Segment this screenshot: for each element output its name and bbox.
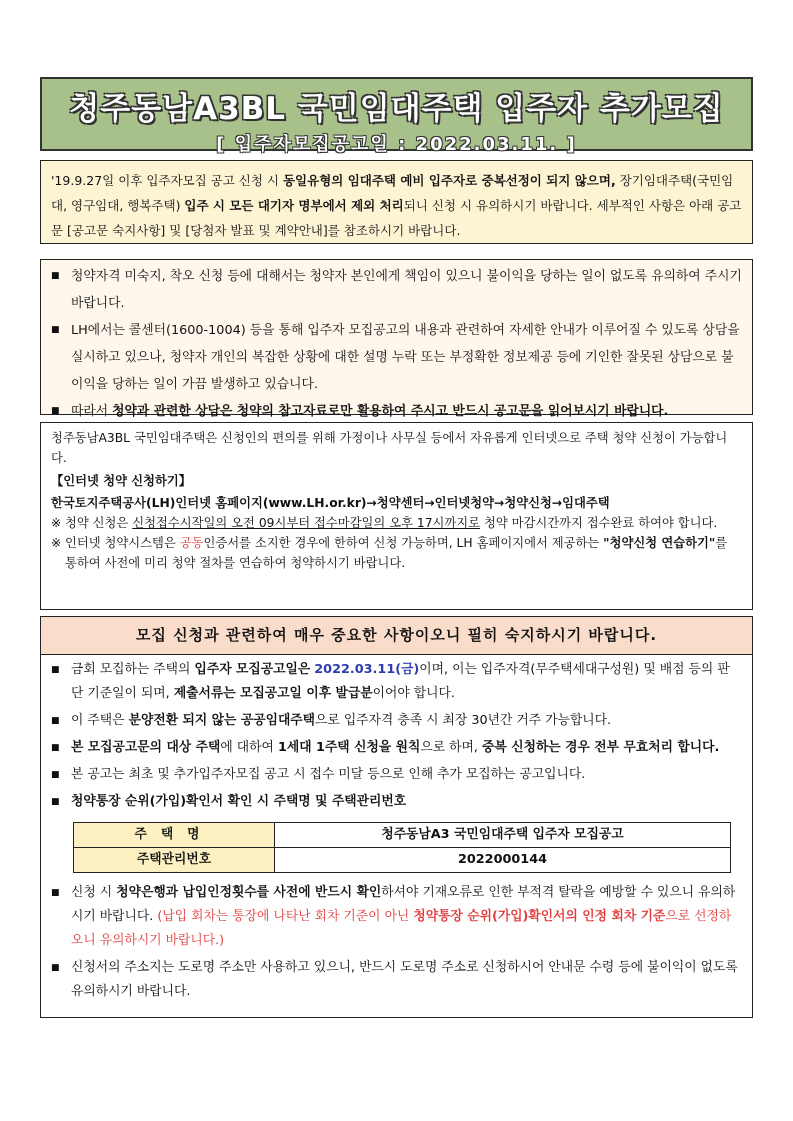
text-red: 공동 (179, 536, 204, 550)
important-header: 모집 신청과 관련하여 매우 중요한 사항이오니 필히 숙지하시기 바랍니다. (41, 617, 752, 655)
list-item (51, 790, 742, 814)
text: 청약 신청은 (65, 516, 133, 530)
text-red-bold: 청약통장 순위(가입)확인서의 인정 회차 기준 (413, 909, 666, 924)
bullet-icon: ■ (51, 797, 60, 807)
list-item-text (71, 709, 742, 733)
note-item (51, 513, 742, 533)
bullet-icon: ■ (51, 743, 60, 753)
text: 하셔야 기재오류로 인한 부적격 탈락을 예방할 수 있으니 유의하시기 바랍니다. (71, 885, 736, 924)
bullet-icon: ■ (51, 888, 60, 898)
list-item-text: 청약통장 순위(가입)확인서 확인 시 주택명 및 주택관리번호 (71, 794, 407, 809)
text-bold: 청약은행과 납입인정횟수를 사전에 반드시 확인 (116, 885, 382, 900)
list-item-text: 본 공고는 최초 및 추가입주자모집 공고 시 접수 미달 등으로 인해 추가 모집하는 공고입니다. (71, 767, 586, 782)
duplicate-selection-notice (40, 160, 753, 244)
table-header-cell: 주택명 (74, 823, 275, 848)
list-item-text: 신청서의 주소지는 도로명 주소만 사용하고 있으니, 반드시 도로명 주소로 신청하시어 안내문 수령 등에 불이익이 없도록 유의하시기 바랍니다. (71, 960, 738, 999)
text: 를 통하여 사전에 미리 청약 절차를 연습하여 청약하시기 바랍니다. (65, 536, 728, 570)
text-bold: 분양전환 되지 않는 공공임대주택 (128, 713, 316, 728)
list-item (51, 736, 742, 760)
text-red: (납입 회차는 통장에 나타난 회차 기준이 아닌 (157, 909, 414, 924)
text-bold: 제출서류는 모집공고일 이후 발급분 (173, 686, 373, 701)
list-item-text (71, 398, 742, 425)
housing-info-table (73, 822, 731, 873)
list-item-text: LH에서는 콜센터(1600-1004) 등을 통해 입주자 모집공고의 내용과 관련하여 자세한 안내가 이루어질 수 있도록 상담을 실시하고 있으나, 청약자 개인의 복잡한 상황에 대한 설명 누락 또는 부정확한 정보제공 등에 기인한 잘못된 상담으로 불이익을 당하는 일이 가끔 발생하고 있습니다. (71, 323, 740, 392)
text-bold: 본 모집공고문의 대상 주택 (71, 740, 221, 755)
text-bold: 청약과 관련한 상담은 청약의 참고자료로만 활용하여 주시고 반드시 공고문을 읽어보시기 바랍니다. (112, 404, 669, 419)
text: 이 주택은 (71, 713, 129, 728)
text-bold: 중복 신청하는 경우 전부 무효처리 합니다. (482, 740, 720, 755)
text-bold: 입주자 모집공고일은 (194, 662, 311, 677)
page-title: 청주동남A3BL 국민임대주택 입주자 추가모집 (69, 91, 724, 127)
list-item (51, 398, 742, 425)
list-item (51, 881, 742, 953)
notice-text: 장기임대주택(국민임대, 영구임대, 행복주택) (51, 173, 734, 213)
text: 신청 시 (71, 885, 117, 900)
list-item (51, 658, 742, 706)
table-row (74, 823, 731, 848)
bullet-icon: ■ (51, 271, 60, 281)
text: 으로 입주자격 충족 시 최장 30년간 거주 가능합니다. (315, 713, 612, 728)
bullet-icon: ■ (51, 770, 60, 780)
important-notes-box (40, 616, 753, 1018)
notice-text-bold: 동일유형의 임대주택 예비 입주자로 중복선정이 되지 않으며, (282, 173, 616, 188)
list-item-text (71, 736, 742, 760)
application-path: 한국토지주택공사(LH)인터넷 홈페이지(www.LH.or.kr)→청약센터→인터넷청약→청약신청→임대주택 (51, 496, 610, 510)
announcement-date: [ 입주자모집공고일 : 2022.03.11. ] (216, 134, 577, 155)
text-red: 으로 선정하오니 유의하시기 바랍니다.) (71, 909, 732, 948)
title-banner (40, 77, 753, 155)
internet-application-box (40, 422, 753, 610)
text: 금회 모집하는 주택의 (71, 662, 195, 677)
list-item (51, 317, 742, 398)
notice-text-bold: 입주 시 모든 대기자 명부에서 제외 처리 (184, 198, 404, 213)
announcement-date-highlight: 2022.03.11(금) (314, 662, 420, 677)
bullet-icon: ■ (51, 963, 60, 973)
table-cell: 청주동남A3 국민임대주택 입주자 모집공고 (275, 823, 731, 848)
list-item (51, 763, 742, 787)
text: 이어야 합니다. (372, 686, 455, 701)
table-cell: 2022000144 (275, 848, 731, 873)
list-item-text: 청약자격 미숙지, 착오 신청 등에 대해서는 청약자 본인에게 책임이 있으니 불이익을 당하는 일이 없도록 유의하여 주시기 바랍니다. (71, 269, 742, 311)
text: 청약 마감시간까지 접수완료 하여야 합니다. (480, 516, 718, 530)
text: 따라서 (71, 404, 113, 419)
internet-heading: 【인터넷 청약 신청하기】 (51, 474, 192, 488)
text-underline: 신청접수시작일의 오전 09시부터 접수마감일의 오후 17시까지로 (132, 516, 481, 530)
note-text (65, 513, 742, 533)
internet-intro: 청주동남A3BL 국민임대주택은 신청인의 편의를 위해 가정이나 사무실 등에서 자유롭게 인터넷으로 주택 청약 신청이 가능합니다. (51, 431, 728, 465)
notice-text: '19.9.27일 이후 입주자모집 공고 신청 시 (51, 173, 283, 188)
note-mark: ※ (51, 536, 62, 550)
list-item-text (71, 881, 742, 953)
important-body (41, 655, 752, 1004)
bullet-icon: ■ (51, 716, 60, 726)
bullet-icon: ■ (51, 325, 60, 335)
caution-box (40, 259, 753, 419)
text: 에 대하여 (220, 740, 278, 755)
text: 으로 하며, (420, 740, 483, 755)
text-bold: 1세대 1주택 신청을 원칙 (277, 740, 421, 755)
list-item-text (71, 658, 742, 706)
list-item (51, 709, 742, 733)
text: 인증서를 소지한 경우에 한하여 신청 가능하며, LH 홈페이지에서 제공하는 (203, 536, 604, 550)
text-bold: "청약신청 연습하기" (603, 536, 716, 550)
note-mark: ※ (51, 516, 62, 530)
notice-text: 되니 신청 시 유의하시기 바랍니다. 세부적인 사항은 아래 공고문 [공고문 숙지사항] 및 [당첨자 발표 및 계약안내]를 참조하시기 바랍니다. (51, 198, 742, 238)
text: 이며, 이는 입주자격(무주택세대구성원) 및 배점 등의 판단 기준일이 되며, (71, 662, 730, 701)
list-item (51, 263, 742, 317)
bullet-icon: ■ (51, 665, 60, 675)
bullet-icon: ■ (51, 406, 60, 416)
table-row (74, 848, 731, 873)
text: 인터넷 청약시스템은 (65, 536, 180, 550)
note-text (65, 533, 742, 573)
note-item (51, 533, 742, 573)
list-item (51, 956, 742, 1004)
table-header-cell: 주택관리번호 (74, 848, 275, 873)
